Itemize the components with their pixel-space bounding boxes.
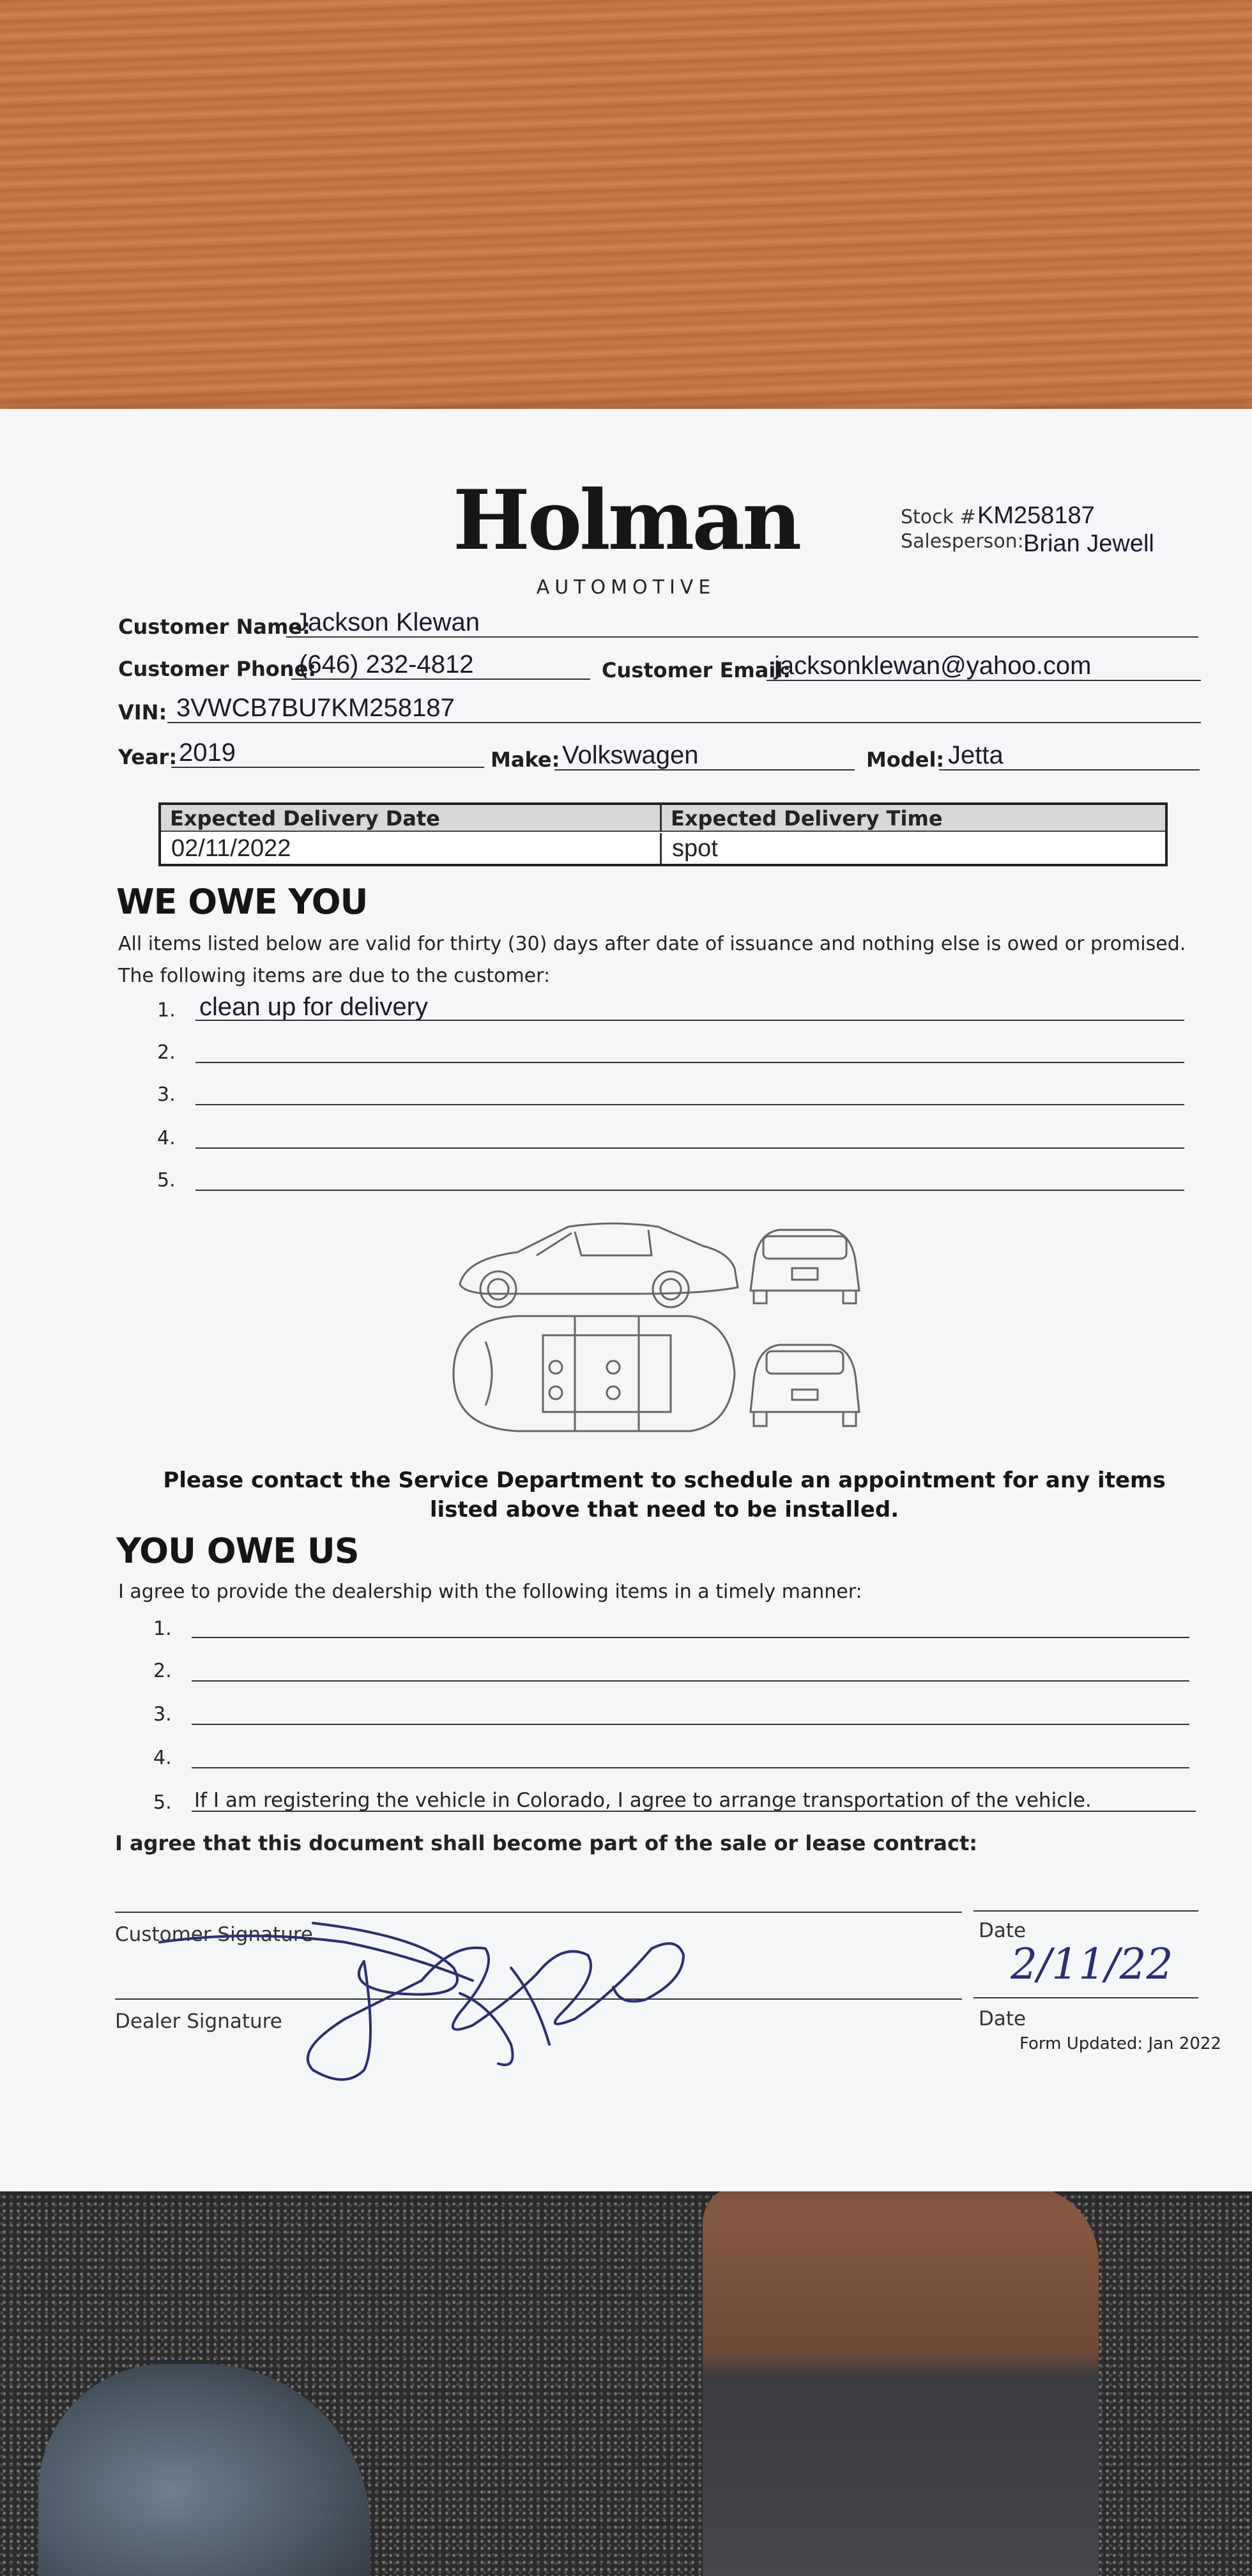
you-owe-item-line [192,1811,1196,1812]
delivery-table [158,802,1168,866]
we-owe-item-number: 5. [157,1169,176,1192]
we-owe-item-line [195,1020,1184,1021]
agreement-statement: I agree that this document shall become part of the sale or lease contract: [115,1831,978,1855]
year-field[interactable]: 2019 [179,739,236,767]
you-owe-item-number: 5. [153,1791,172,1814]
you-owe-item-field[interactable]: If I am registering the vehicle in Colorado, I agree to arrange transportation of the vehicle. [194,1789,1092,1812]
year-underline [171,767,484,768]
you-owe-item-line [192,1680,1189,1682]
make-field[interactable]: Volkswagen [562,741,699,769]
we-owe-item-line [195,1147,1184,1149]
wood-table-background [0,0,1252,422]
we-owe-item-line [195,1190,1184,1191]
stock-label: Stock # [901,506,976,528]
we-owe-item-number: 4. [157,1127,176,1149]
customer-handwritten-signature[interactable] [153,1904,703,2096]
dealer-date-label: Date [979,2007,1027,2030]
model-underline [939,769,1200,770]
dealer-signature-label: Dealer Signature [115,2010,282,2033]
car-top-view-icon [454,1316,735,1431]
delivery-time-header: Expected Delivery Time [662,805,1165,832]
you-owe-item-number: 3. [153,1703,172,1726]
model-field[interactable]: Jetta [948,741,1004,769]
we-owe-you-title: WE OWE YOU [116,882,368,922]
make-underline [554,769,855,770]
you-owe-item-number: 4. [153,1747,172,1769]
you-owe-item-line [192,1637,1189,1638]
vin-label: VIN: [118,700,167,724]
customer-date-line [973,1910,1198,1912]
we-owe-item-field[interactable]: clean up for delivery [199,993,428,1021]
holman-logo: Holman [452,473,800,569]
person-leg [703,2185,1099,2576]
we-owe-item-number: 2. [157,1041,176,1064]
you-owe-us-title: YOU OWE US [116,1531,359,1571]
vin-underline [167,722,1201,723]
service-department-note: Please contact the Service Department to schedule an appointment for any items listed above that need to be installed. [163,1468,1166,1522]
customer-phone-field[interactable]: (646) 232-4812 [299,650,474,678]
delivery-date-header: Expected Delivery Date [161,805,662,832]
dealer-date-line [973,1997,1198,1998]
customer-phone-underline [291,678,590,680]
delivery-date-field[interactable]: 02/11/2022 [161,833,662,864]
we-owe-item-line [195,1104,1184,1105]
customer-email-label: Customer Email: [602,658,791,682]
signed-date-handwritten[interactable]: 2/11/22 [1011,1940,1173,1989]
customer-name-field[interactable]: Jackson Klewan [295,608,480,636]
holman-logo-subtitle: AUTOMOTIVE [536,576,716,599]
customer-name-label: Customer Name: [118,615,310,639]
delivery-time-field[interactable]: spot [672,835,718,862]
make-label: Make: [491,747,560,772]
car-rear-view-icon [751,1345,859,1426]
we-owe-intro-line2: The following items are due to the customer: [118,965,551,987]
you-owe-item-line [192,1767,1189,1768]
you-owe-item-number: 1. [153,1618,172,1640]
model-label: Model: [866,747,945,772]
we-owe-item-number: 3. [157,1084,176,1106]
customer-email-underline [767,680,1201,681]
you-owe-intro: I agree to provide the dealership with the following items in a timely manner: [118,1581,862,1603]
car-front-view-icon [751,1230,859,1303]
year-label: Year: [118,745,178,769]
car-side-view-icon [460,1223,738,1307]
salesperson-value: Brian Jewell [1023,530,1154,557]
form-updated-note: Form Updated: Jan 2022 [1019,2034,1221,2053]
customer-signature-label: Customer Signature [115,1923,313,1946]
customer-name-underline [286,636,1198,638]
delivery-form-paper [0,409,1252,2191]
you-owe-item-number: 2. [153,1660,172,1682]
stock-value: KM258187 [977,502,1095,529]
vehicle-damage-diagram [447,1208,869,1450]
we-owe-item-number: 1. [157,999,176,1022]
you-owe-item-line [192,1724,1189,1725]
we-owe-item-line [195,1062,1184,1063]
vin-field[interactable]: 3VWCB7BU7KM258187 [176,694,455,722]
customer-date-label: Date [979,1919,1027,1942]
customer-email-field[interactable]: jacksonklewan@yahoo.com [774,652,1092,680]
we-owe-intro-line1: All items listed below are valid for thirty (30) days after date of issuance and nothing else is owed or promised. [118,933,1186,955]
customer-phone-label: Customer Phone: [118,657,317,681]
salesperson-label: Salesperson: [901,530,1024,553]
